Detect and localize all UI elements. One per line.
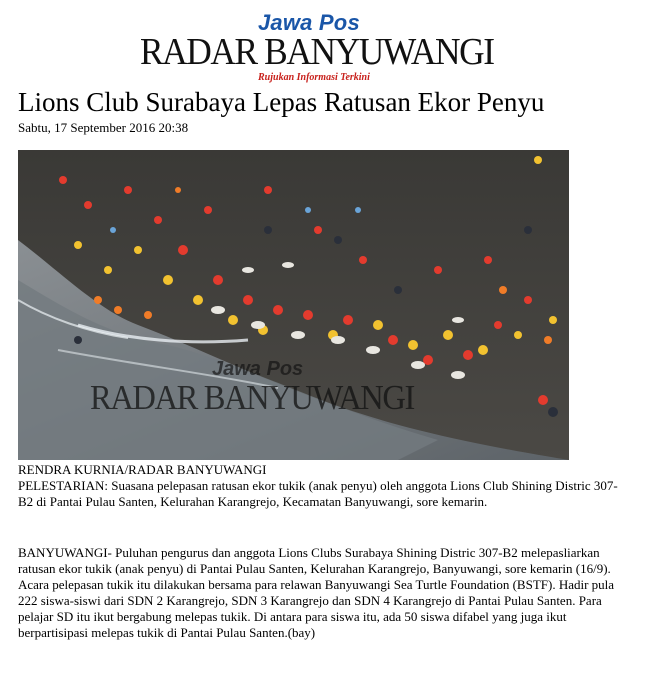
article-photo xyxy=(18,150,569,460)
masthead xyxy=(0,4,656,84)
article-date: Sabtu, 17 September 2016 20:38 xyxy=(18,120,189,135)
photo-caption-block xyxy=(18,462,618,510)
article-body xyxy=(18,545,618,641)
photo-caption: PELESTARIAN: Suasana pelepasan ratusan ekor tukik (anak penyu) oleh anggota Lions Club Shining Distric 307-B2 di Pantai Pulau Santen, Kelurahan Karangrejo, Kecamatan Banyuwangi, sore kemarin. xyxy=(18,478,618,509)
brand-jawa-pos[interactable]: Jawa Pos xyxy=(258,10,360,35)
photo-credit: RENDRA KURNIA/RADAR BANYUWANGI xyxy=(18,462,267,477)
brand-tagline: Rujukan Informasi Terkini xyxy=(258,72,370,83)
photo-watermark-small: Jawa Pos xyxy=(212,358,304,380)
brand-radar-banyuwangi[interactable]: RADAR BANYUWANGI xyxy=(140,31,494,73)
article-paragraph: Acara pelepasan tukik itu dilakukan bersama para relawan Banyuwangi Sea Turtle Foundation (BSTF). Hadir pula 222 siswa-siswi dari SDN 2 Karangrejo, SDN 3 Karangrejo dan SDN 4 Karangrejo di Pantai Pulau Santen. Para pelajar SD itu ikut bergabung melepas tukik. Di antara para siswa itu, ada 50 siswa difabel yang juga ikut berpartisipasi melepas tukik di Pantai Pulau Santen.(bay) xyxy=(18,577,615,640)
photo-watermark-big: RADAR BANYUWANGI xyxy=(90,378,414,417)
article-paragraph: BANYUWANGI- Puluhan pengurus dan anggota Lions Clubs Surabaya Shining Distric 307-B2 melepasliarkan ratusan ekor tukik (anak penyu) di Pantai Pulau Santen, Kelurahan Karangrejo, Banyuwangi, sore kemarin (16/9). xyxy=(18,545,611,576)
article-headline: Lions Club Surabaya Lepas Ratusan Ekor Penyu xyxy=(18,87,545,117)
